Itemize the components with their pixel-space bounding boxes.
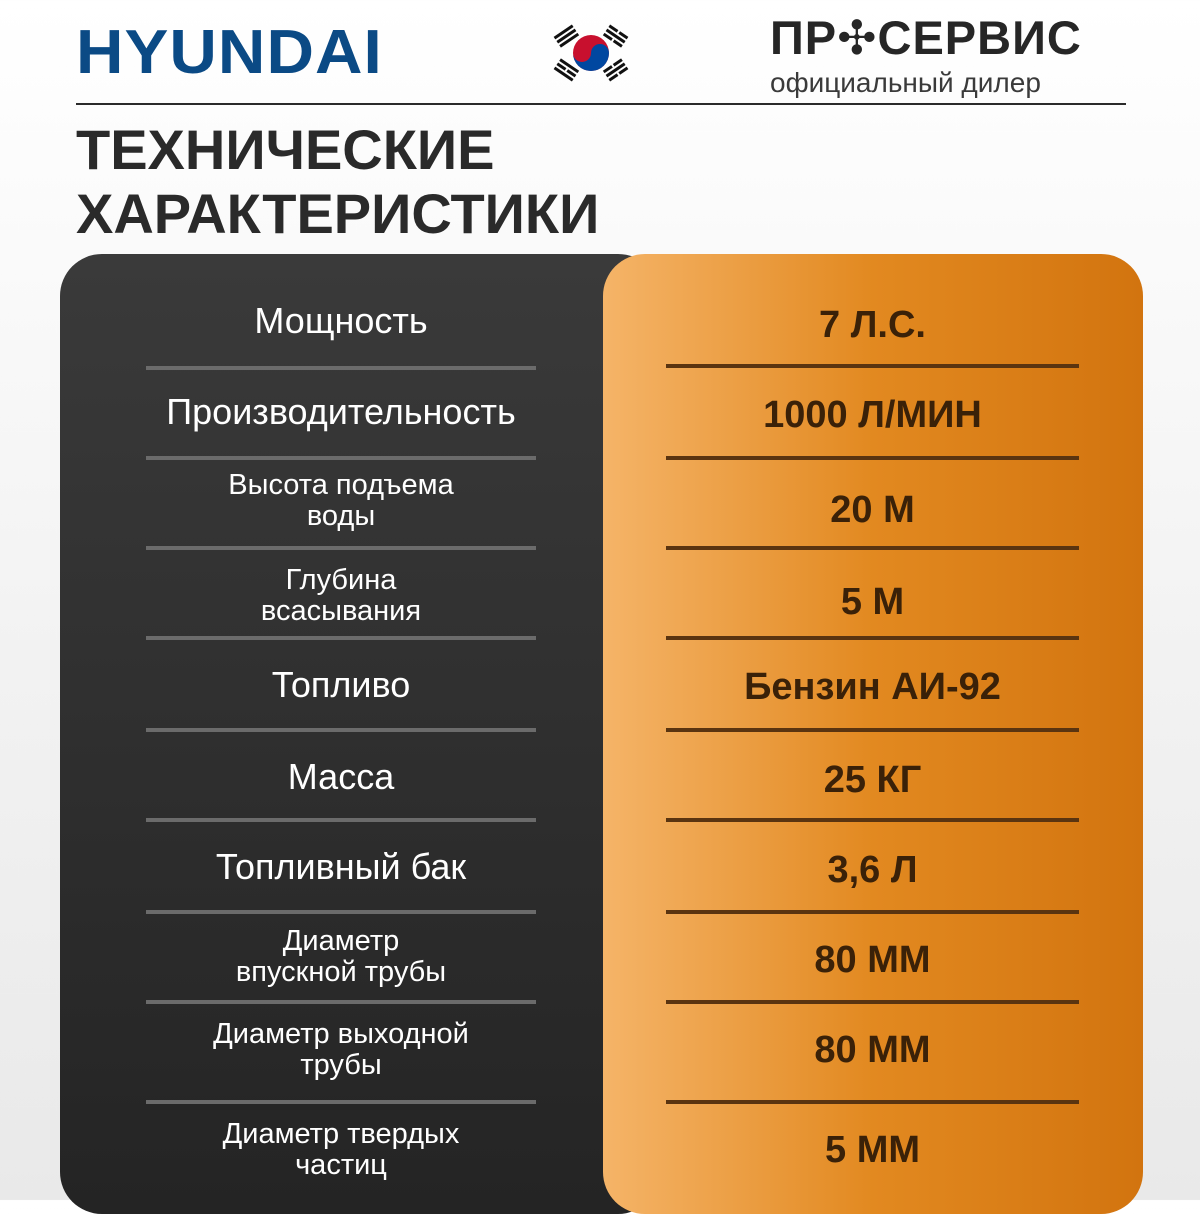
spec-value: 5 ММ [825, 1129, 920, 1171]
spec-value: 7 Л.С. [819, 304, 926, 346]
spec-label: Мощность [254, 300, 428, 341]
spec-divider-right [666, 456, 1079, 460]
spec-divider-left [146, 910, 536, 914]
spec-divider-right [666, 364, 1079, 368]
spec-label-line: всасывания [260, 595, 422, 627]
spec-divider-left [146, 456, 536, 460]
spec-value: 20 М [830, 489, 915, 531]
spec-label: Производительность [166, 391, 516, 432]
spec-divider-right [666, 1100, 1079, 1104]
spec-label: Топливо [271, 664, 411, 705]
spec-divider-left [146, 1100, 536, 1104]
dealer-name: ПР✣СЕРВИС [770, 11, 1082, 64]
spec-label-line: Глубина [285, 564, 397, 596]
spec-value: 25 КГ [823, 759, 922, 801]
spec-divider-left [146, 818, 536, 822]
spec-label-line: Высота подъема [228, 469, 454, 501]
spec-label-line: воды [306, 500, 376, 532]
spec-divider-left [146, 366, 536, 370]
spec-label: Топливный бак [215, 846, 467, 887]
spec-value: Бензин АИ-92 [744, 666, 1001, 708]
spec-label-line: впускной трубы [235, 956, 447, 988]
spec-label [146, 1119, 536, 1181]
spec-divider-right [666, 636, 1079, 640]
spec-divider-left [146, 546, 536, 550]
spec-value: 1000 Л/МИН [763, 394, 982, 436]
spec-divider-left [146, 636, 536, 640]
spec-divider-right [666, 818, 1079, 822]
spec-divider-left [146, 1000, 536, 1004]
spec-value: 80 ММ [814, 939, 931, 981]
spec-value: 80 ММ [814, 1029, 931, 1071]
spec-label [146, 565, 536, 627]
spec-divider-right [666, 546, 1079, 550]
dealer-subtitle: официальный дилер [770, 67, 1041, 98]
spec-value: 3,6 Л [827, 849, 918, 891]
spec-label [146, 926, 536, 988]
spec-divider-right [666, 910, 1079, 914]
spec-divider-left [146, 728, 536, 732]
spec-label [146, 470, 536, 532]
spec-label-line: трубы [300, 1049, 382, 1081]
page-title-line-2: ХАРАКТЕРИСТИКИ [76, 182, 600, 245]
spec-label-line: частиц [295, 1149, 387, 1181]
spec-value: 5 М [840, 581, 905, 623]
spec-label-line: Диаметр твердых [222, 1118, 460, 1150]
page-title-line-1: ТЕХНИЧЕСКИЕ [76, 118, 495, 181]
spec-divider-right [666, 1000, 1079, 1004]
spec-label-line: Диаметр [282, 925, 400, 957]
spec-divider-right [666, 728, 1079, 732]
hyundai-logo: HYUNDAI [76, 18, 383, 87]
spec-label: Масса [287, 756, 395, 797]
spec-label [146, 1019, 536, 1081]
spec-label-line: Диаметр выходной [213, 1018, 469, 1050]
